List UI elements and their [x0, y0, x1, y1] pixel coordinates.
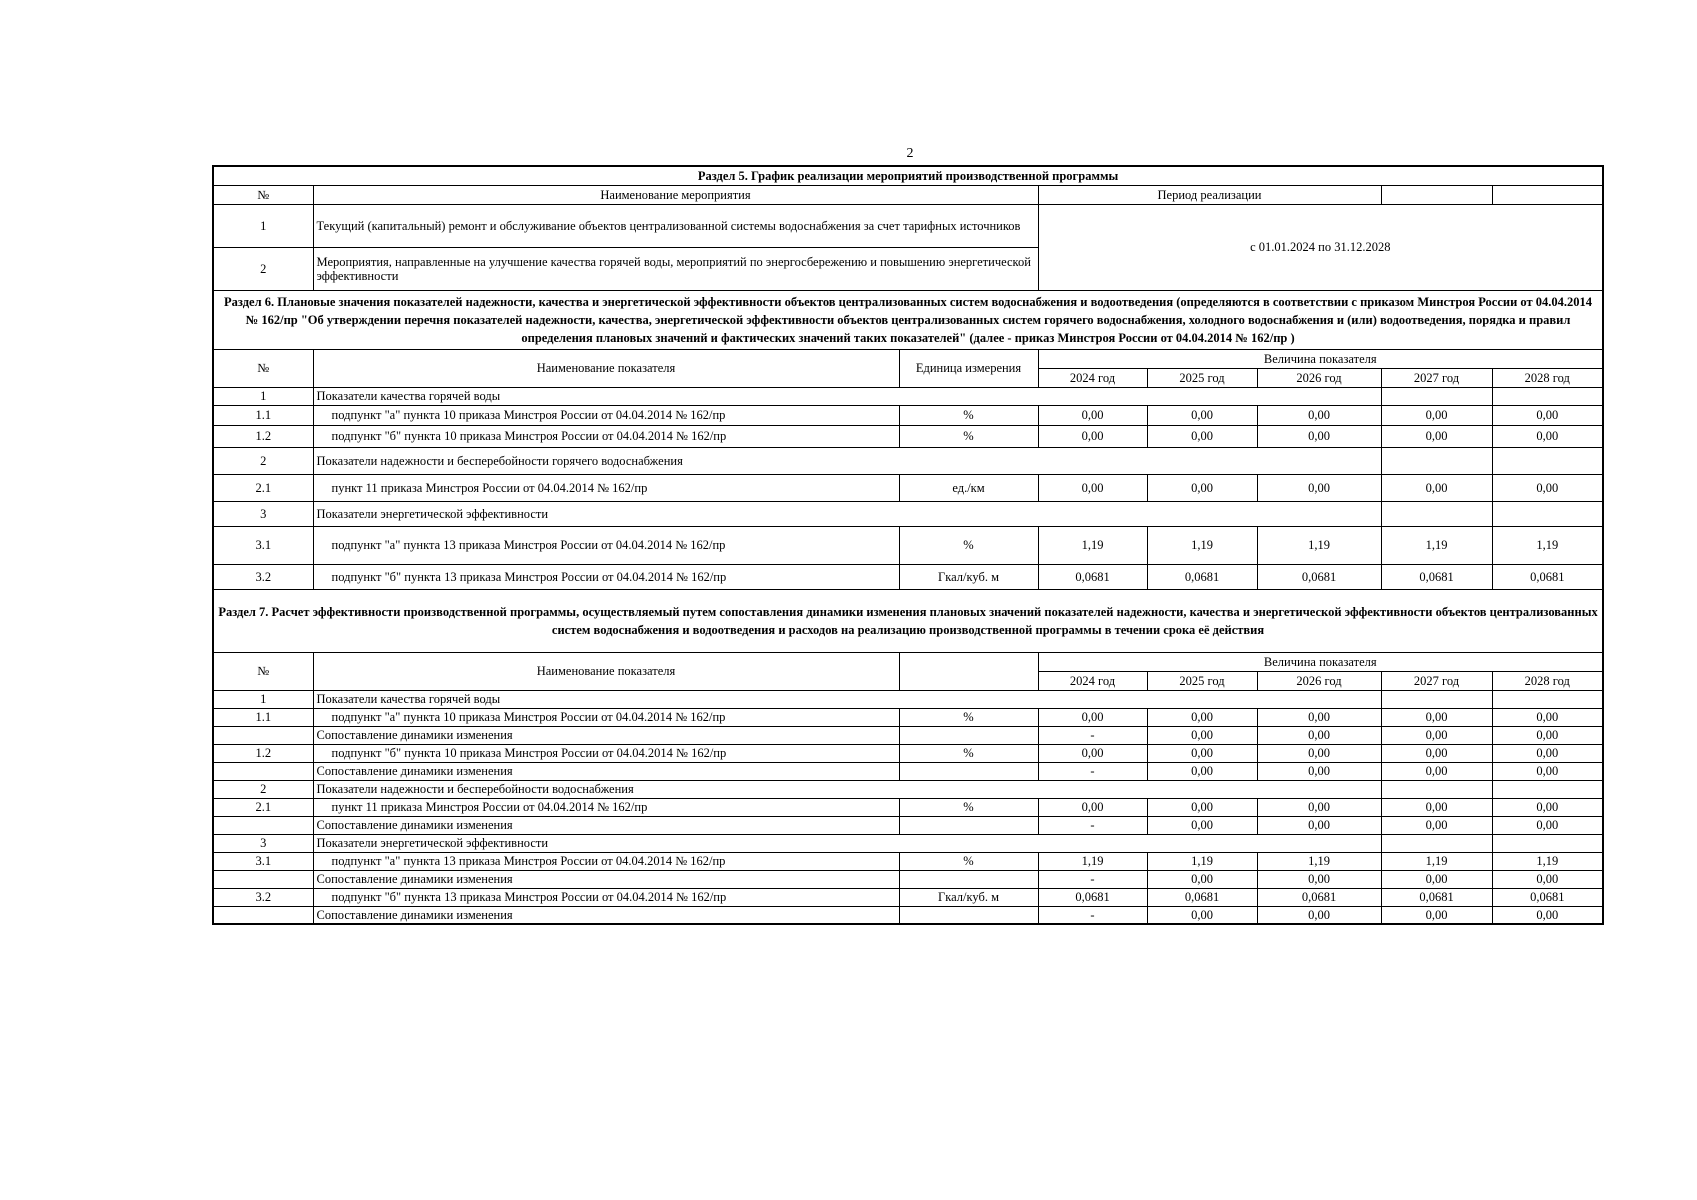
section7-row-value: 0,00	[1381, 744, 1492, 762]
section6-group-name: Показатели качества горячей воды	[313, 387, 1381, 405]
section6-row-name: подпункт "б" пункта 10 приказа Минстроя России от 04.04.2014 № 162/пр	[313, 425, 899, 447]
section6-row-value: 1,19	[1381, 526, 1492, 564]
section7-row-value: 0,00	[1381, 708, 1492, 726]
section7-comparison-row	[213, 816, 1603, 834]
section7-group-name: Показатели энергетической эффективности	[313, 834, 1381, 852]
section7-row-no: 3.2	[213, 888, 313, 906]
section6-group-row	[213, 501, 1603, 526]
section7-row-name: подпункт "б" пункта 10 приказа Минстроя России от 04.04.2014 № 162/пр	[313, 744, 899, 762]
section7-year-header: 2025 год	[1147, 671, 1257, 690]
section7-row-value: 1,19	[1381, 852, 1492, 870]
section6-row-unit: Гкал/куб. м	[899, 564, 1038, 589]
section7-row-value: 0,00	[1257, 744, 1381, 762]
section6-row-no: 1.1	[213, 405, 313, 425]
section7-row-value: 0,00	[1381, 906, 1492, 924]
section7-row-value: 0,00	[1381, 762, 1492, 780]
section7-row-value: 0,00	[1257, 726, 1381, 744]
section6-row-value: 0,00	[1381, 425, 1492, 447]
section7-row-value: 0,0681	[1257, 888, 1381, 906]
section6-row-value: 0,0681	[1147, 564, 1257, 589]
section6-col-name: Наименование показателя	[313, 349, 899, 387]
section7-row-unit	[899, 816, 1038, 834]
section6-row-value: 1,19	[1257, 526, 1381, 564]
section7-indicator-row	[213, 888, 1603, 906]
section7-row-no: 3.1	[213, 852, 313, 870]
section6-row-value: 0,00	[1381, 405, 1492, 425]
section6-row-name: подпункт "а" пункта 13 приказа Минстроя России от 04.04.2014 № 162/пр	[313, 526, 899, 564]
section7-row-name: подпункт "а" пункта 13 приказа Минстроя России от 04.04.2014 № 162/пр	[313, 852, 899, 870]
section7-row-value: 0,00	[1257, 906, 1381, 924]
section6-row-unit: %	[899, 526, 1038, 564]
table-body	[213, 166, 1603, 924]
section7-row-no	[213, 816, 313, 834]
section7-row-value: 1,19	[1147, 852, 1257, 870]
section7-row-value: 0,0681	[1147, 888, 1257, 906]
section7-indicator-row	[213, 744, 1603, 762]
section7-row-no	[213, 906, 313, 924]
section7-comparison-row	[213, 906, 1603, 924]
section7-row-value: 0,00	[1381, 816, 1492, 834]
section7-row-value: 0,00	[1492, 744, 1603, 762]
section6-year-header: 2028 год	[1492, 368, 1603, 387]
section6-row-no: 1.2	[213, 425, 313, 447]
section6-row-value: 0,00	[1492, 405, 1603, 425]
section5-col-period: Период реализации	[1038, 185, 1381, 204]
section7-row-value: 0,00	[1492, 762, 1603, 780]
section7-row-value: 0,00	[1147, 816, 1257, 834]
section6-header-row	[213, 349, 1603, 368]
section7-group-name: Показатели надежности и бесперебойности водоснабжения	[313, 780, 1381, 798]
production-program-table	[212, 165, 1604, 925]
section7-row-unit	[899, 726, 1038, 744]
section7-row-value: 1,19	[1257, 852, 1381, 870]
section6-empty-cell	[1492, 447, 1603, 474]
section6-row-name: пункт 11 приказа Минстроя России от 04.04.2014 № 162/пр	[313, 474, 899, 501]
section6-empty-cell	[1492, 501, 1603, 526]
section7-row-value: 1,19	[1492, 852, 1603, 870]
section7-empty-cell	[1492, 834, 1603, 852]
section6-row-unit: %	[899, 425, 1038, 447]
section6-indicator-row	[213, 474, 1603, 501]
section7-row-value: 0,0681	[1038, 888, 1147, 906]
section6-empty-cell	[1381, 501, 1492, 526]
section7-empty-cell	[1381, 690, 1492, 708]
section6-row-name: подпункт "а" пункта 10 приказа Минстроя России от 04.04.2014 № 162/пр	[313, 405, 899, 425]
section7-row-no: 1.2	[213, 744, 313, 762]
section7-row-no	[213, 726, 313, 744]
section7-row-value: 0,00	[1147, 906, 1257, 924]
section6-row-value: 0,0681	[1038, 564, 1147, 589]
section6-row-unit: ед./км	[899, 474, 1038, 501]
section7-group-name: Показатели качества горячей воды	[313, 690, 1381, 708]
section5-period-value: с 01.01.2024 по 31.12.2028	[1038, 204, 1603, 290]
section6-row-value: 0,00	[1038, 474, 1147, 501]
section6-row-unit: %	[899, 405, 1038, 425]
section7-empty-cell	[1381, 834, 1492, 852]
section7-row-unit: %	[899, 744, 1038, 762]
section6-row-value: 0,0681	[1257, 564, 1381, 589]
section6-row-no: 3.1	[213, 526, 313, 564]
section5-empty-cell	[1381, 185, 1492, 204]
section6-row-value: 0,0681	[1381, 564, 1492, 589]
section6-row-value: 1,19	[1147, 526, 1257, 564]
section6-col-value: Величина показателя	[1038, 349, 1603, 368]
section7-row-value: -	[1038, 906, 1147, 924]
section6-indicator-row	[213, 526, 1603, 564]
section5-title: Раздел 5. График реализации мероприятий производственной программы	[213, 166, 1603, 185]
section6-row-value: 0,00	[1257, 425, 1381, 447]
section7-row-value: 1,19	[1038, 852, 1147, 870]
section7-empty-cell	[1381, 780, 1492, 798]
section6-row-value: 0,00	[1038, 425, 1147, 447]
section6-row-no: 2.1	[213, 474, 313, 501]
section6-indicator-row	[213, 405, 1603, 425]
section7-row-value: 0,00	[1381, 870, 1492, 888]
section7-row-value: -	[1038, 870, 1147, 888]
section7-indicator-row	[213, 708, 1603, 726]
section6-row-value: 0,00	[1492, 425, 1603, 447]
section6-row-value: 0,00	[1147, 474, 1257, 501]
document-sheet	[212, 165, 1602, 925]
section6-group-row	[213, 387, 1603, 405]
section7-row-value: 0,00	[1257, 870, 1381, 888]
section7-row-value: 0,00	[1147, 708, 1257, 726]
section7-row-value: 0,00	[1038, 708, 1147, 726]
section7-row-unit: %	[899, 852, 1038, 870]
section7-row-unit	[899, 762, 1038, 780]
section7-row-name: Сопоставление динамики изменения	[313, 870, 899, 888]
section7-row-value: 0,00	[1257, 708, 1381, 726]
section6-row-value: 1,19	[1038, 526, 1147, 564]
section6-title: Раздел 6. Плановые значения показателей надежности, качества и энергетической эффективности объектов централизованных систем водоснабжения и водоотведения (определяются в соответствии с приказом Минстроя России от 04.04.2014 № 162/пр "Об утверждении перечня показателей надежности, качества, энергетической эффективности объектов централизованных систем горячего водоснабжения, холодного водоснабжения и (или) водоотведения, порядка и правил определения плановых значений и фактических значений таких показателей" (далее - приказ Минстроя России от 04.04.2014 № 162/пр )	[213, 290, 1603, 349]
section6-year-header: 2024 год	[1038, 368, 1147, 387]
section7-row-value: 0,00	[1038, 744, 1147, 762]
section6-indicator-row	[213, 564, 1603, 589]
section7-row-unit	[899, 870, 1038, 888]
section5-col-no: №	[213, 185, 313, 204]
section7-row-no: 2	[213, 780, 313, 798]
section7-row-no: 1	[213, 690, 313, 708]
section7-col-value: Величина показателя	[1038, 652, 1603, 671]
section7-row-value: 0,00	[1147, 762, 1257, 780]
section6-row-name: подпункт "б" пункта 13 приказа Минстроя России от 04.04.2014 № 162/пр	[313, 564, 899, 589]
section7-year-header: 2024 год	[1038, 671, 1147, 690]
section7-row-value: 0,00	[1492, 870, 1603, 888]
section7-row-no: 3	[213, 834, 313, 852]
section7-row-value: 0,00	[1257, 816, 1381, 834]
section7-row-value: 0,00	[1381, 798, 1492, 816]
section7-col-unit	[899, 652, 1038, 690]
section7-row-value: 0,00	[1492, 906, 1603, 924]
section7-col-name: Наименование показателя	[313, 652, 899, 690]
section7-row-value: 0,00	[1147, 744, 1257, 762]
section7-row-name: Сопоставление динамики изменения	[313, 906, 899, 924]
section7-row-no: 1.1	[213, 708, 313, 726]
section6-group-name: Показатели надежности и бесперебойности горячего водоснабжения	[313, 447, 1381, 474]
section7-row-value: 0,00	[1147, 798, 1257, 816]
section7-group-row	[213, 834, 1603, 852]
section7-indicator-row	[213, 798, 1603, 816]
section6-row-value: 0,00	[1257, 474, 1381, 501]
section6-row-value: 0,00	[1492, 474, 1603, 501]
section7-row-name: пункт 11 приказа Минстроя России от 04.04.2014 № 162/пр	[313, 798, 899, 816]
section7-group-row	[213, 780, 1603, 798]
section7-row-value: 0,0681	[1492, 888, 1603, 906]
section7-indicator-row	[213, 852, 1603, 870]
section6-empty-cell	[1381, 447, 1492, 474]
section7-row-value: 0,00	[1381, 726, 1492, 744]
section7-row-value: 0,00	[1492, 708, 1603, 726]
section6-row-value: 0,00	[1038, 405, 1147, 425]
section7-title: Раздел 7. Расчет эффективности производственной программы, осуществляемый путем сопоставления динамики изменения плановых значений показателей надежности, качества и энергетической эффективности объектов централизованных систем водоснабжения и водоотведения и расходов на реализацию производственной программы в течении срока её действия	[213, 589, 1603, 652]
section7-row-unit: Гкал/куб. м	[899, 888, 1038, 906]
section7-row-no	[213, 762, 313, 780]
section6-row-value: 1,19	[1492, 526, 1603, 564]
section6-row-no: 2	[213, 447, 313, 474]
section7-row-name: Сопоставление динамики изменения	[313, 762, 899, 780]
section6-row-no: 1	[213, 387, 313, 405]
section7-row-name: Сопоставление динамики изменения	[313, 816, 899, 834]
section6-year-header: 2026 год	[1257, 368, 1381, 387]
section7-row-value: -	[1038, 726, 1147, 744]
section7-row-no	[213, 870, 313, 888]
section7-year-header: 2027 год	[1381, 671, 1492, 690]
section5-row-no: 1	[213, 204, 313, 247]
section7-row-value: 0,00	[1147, 726, 1257, 744]
page-number: 2	[906, 146, 914, 161]
section7-row-unit: %	[899, 798, 1038, 816]
section6-indicator-row	[213, 425, 1603, 447]
section7-comparison-row	[213, 726, 1603, 744]
section7-header-row	[213, 652, 1603, 671]
section7-row-value: 0,00	[1492, 816, 1603, 834]
section6-row-no: 3.2	[213, 564, 313, 589]
section7-row-value: 0,00	[1492, 726, 1603, 744]
section7-row-name: подпункт "а" пункта 10 приказа Минстроя России от 04.04.2014 № 162/пр	[313, 708, 899, 726]
section5-row-no: 2	[213, 247, 313, 290]
section7-col-no: №	[213, 652, 313, 690]
section6-col-unit: Единица измерения	[899, 349, 1038, 387]
section7-group-row	[213, 690, 1603, 708]
section6-group-name: Показатели энергетической эффективности	[313, 501, 1381, 526]
section7-year-header: 2028 год	[1492, 671, 1603, 690]
section7-row-value: -	[1038, 816, 1147, 834]
section6-row-no: 3	[213, 501, 313, 526]
section5-col-name: Наименование мероприятия	[313, 185, 1038, 204]
section6-col-no: №	[213, 349, 313, 387]
section7-row-no: 2.1	[213, 798, 313, 816]
section7-comparison-row	[213, 870, 1603, 888]
section6-row-value: 0,00	[1147, 425, 1257, 447]
section7-row-value: 0,00	[1038, 798, 1147, 816]
section6-row-value: 0,00	[1147, 405, 1257, 425]
section6-empty-cell	[1492, 387, 1603, 405]
section6-row-value: 0,0681	[1492, 564, 1603, 589]
section7-row-value: 0,00	[1257, 762, 1381, 780]
section6-year-header: 2025 год	[1147, 368, 1257, 387]
section7-empty-cell	[1492, 780, 1603, 798]
section6-row-value: 0,00	[1257, 405, 1381, 425]
section7-row-name: подпункт "б" пункта 13 приказа Минстроя России от 04.04.2014 № 162/пр	[313, 888, 899, 906]
section7-row-name: Сопоставление динамики изменения	[313, 726, 899, 744]
section6-group-row	[213, 447, 1603, 474]
section6-empty-cell	[1381, 387, 1492, 405]
section7-year-header: 2026 год	[1257, 671, 1381, 690]
section7-row-value: 0,00	[1257, 798, 1381, 816]
section7-row-value: 0,00	[1147, 870, 1257, 888]
section5-row-name: Текущий (капитальный) ремонт и обслуживание объектов централизованной системы водоснабжения за счет тарифных источников	[313, 204, 1038, 247]
section7-row-unit	[899, 906, 1038, 924]
section7-row-value: -	[1038, 762, 1147, 780]
section5-empty-cell	[1492, 185, 1603, 204]
section6-row-value: 0,00	[1381, 474, 1492, 501]
section7-row-value: 0,00	[1492, 798, 1603, 816]
section5-row-name: Мероприятия, направленные на улучшение качества горячей воды, мероприятий по энергосбережению и повышению энергетической эффективности	[313, 247, 1038, 290]
section7-comparison-row	[213, 762, 1603, 780]
section7-row-value: 0,0681	[1381, 888, 1492, 906]
section7-empty-cell	[1492, 690, 1603, 708]
section7-title-row	[213, 589, 1603, 652]
section7-row-unit: %	[899, 708, 1038, 726]
section6-year-header: 2027 год	[1381, 368, 1492, 387]
